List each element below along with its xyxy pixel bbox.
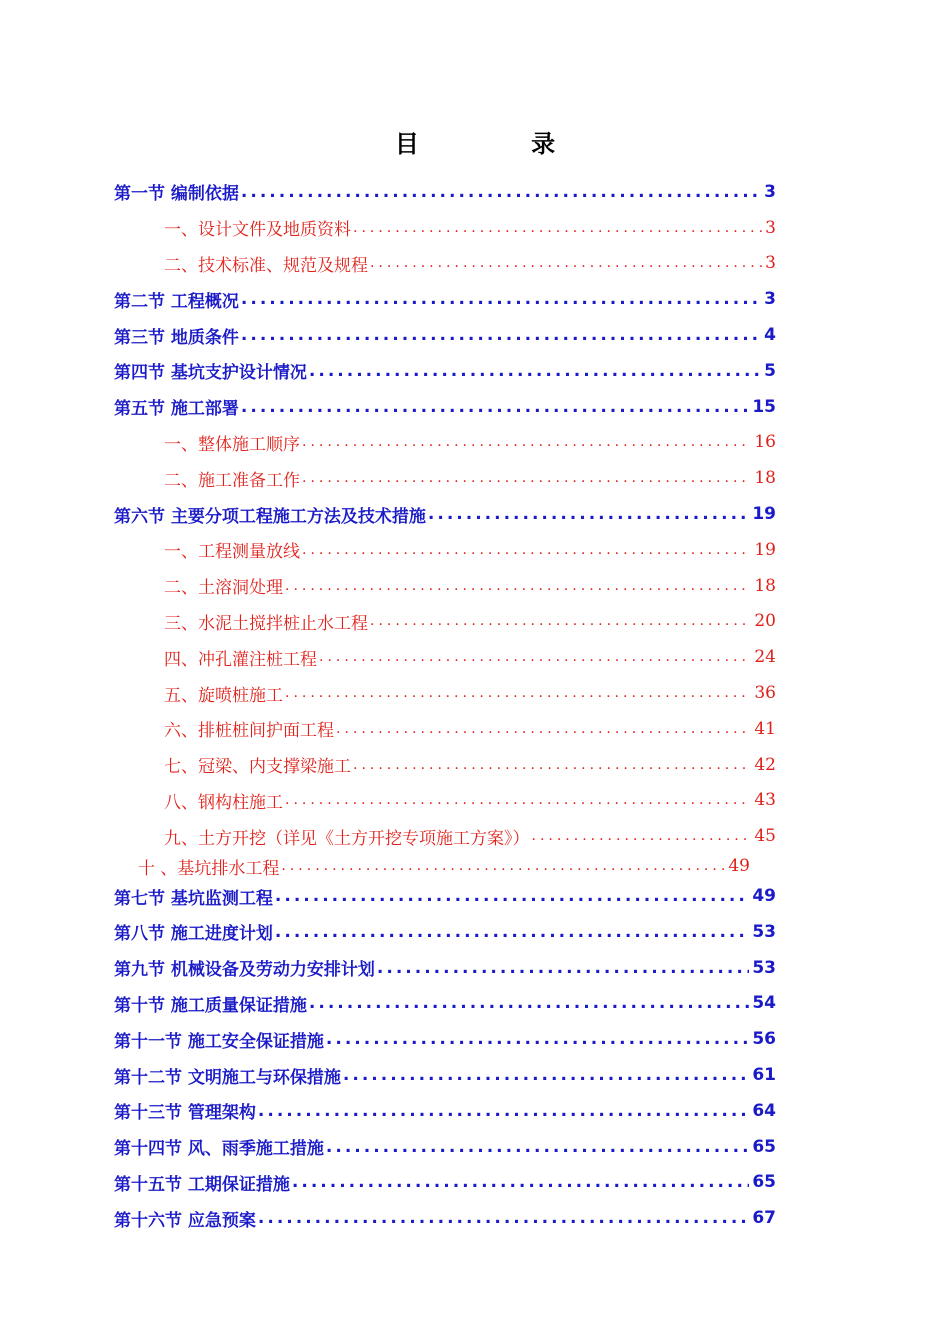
toc-entry-label: 七、冠梁、内支撑梁施工 [164, 757, 351, 778]
toc-dot-leader [281, 858, 725, 874]
toc-dot-leader [292, 1172, 749, 1192]
toc-entry-label: 第十四节 风、雨季施工措施 [114, 1139, 324, 1160]
toc-dot-leader [285, 578, 751, 594]
toc-dot-leader [326, 1029, 749, 1049]
toc-dot-leader [343, 1065, 749, 1085]
toc-entry-label: 十 、基坑排水工程 [138, 858, 280, 879]
toc-page-number: 54 [752, 993, 776, 1014]
toc-entry-label: 第五节 施工部署 [114, 399, 239, 420]
toc-page-number: 36 [754, 683, 776, 704]
toc-dot-leader [285, 792, 751, 808]
toc-dot-leader [309, 361, 761, 381]
toc-entry[interactable] [114, 675, 776, 711]
toc-entry-label: 二、施工准备工作 [164, 470, 300, 491]
toc-dot-leader [377, 958, 749, 978]
toc-entry-label: 第四节 基坑支护设计情况 [114, 363, 307, 384]
toc-page-number: 41 [754, 718, 776, 739]
toc-entry-label: 三、水泥土搅拌桩止水工程 [164, 613, 368, 634]
toc-dot-leader [241, 325, 761, 345]
toc-dot-leader [302, 434, 751, 450]
toc-entry-label: 第十节 施工质量保证措施 [114, 995, 307, 1016]
toc-page-number: 19 [754, 539, 776, 560]
toc-page-number: 65 [752, 1136, 776, 1157]
toc-dot-leader [532, 828, 752, 844]
toc-page-number: 3 [765, 253, 776, 274]
toc-entry[interactable] [114, 532, 776, 568]
toc-page-number: 64 [752, 1100, 776, 1121]
toc-dot-leader [319, 649, 751, 665]
toc-page-number: 45 [754, 826, 776, 847]
table-of-contents [114, 174, 776, 1236]
toc-entry[interactable] [114, 460, 776, 496]
toc-entry[interactable] [114, 747, 776, 783]
toc-entry-label: 第七节 基坑监测工程 [114, 888, 273, 909]
toc-entry[interactable] [114, 914, 776, 950]
toc-page-number: 16 [754, 432, 776, 453]
toc-page-number: 53 [752, 921, 776, 942]
toc-entry[interactable] [114, 711, 776, 747]
toc-entry-label: 第六节 主要分项工程施工方法及技术措施 [114, 506, 426, 527]
toc-dot-leader [370, 255, 762, 271]
toc-entry[interactable] [114, 1165, 776, 1201]
toc-entry[interactable] [114, 210, 776, 246]
toc-entry-label: 一、工程测量放线 [164, 542, 300, 563]
toc-entry[interactable] [114, 950, 776, 986]
toc-entry[interactable] [114, 1129, 776, 1165]
toc-entry-label: 第八节 施工进度计划 [114, 924, 273, 945]
toc-page-number: 3 [764, 181, 776, 202]
toc-entry-label: 第十一节 施工安全保证措施 [114, 1031, 324, 1052]
toc-dot-leader [275, 922, 749, 942]
toc-entry-label: 第十二节 文明施工与环保措施 [114, 1067, 341, 1088]
toc-page-number: 43 [754, 790, 776, 811]
toc-page-number: 4 [764, 325, 776, 346]
toc-entry-label: 第十五节 工期保证措施 [114, 1174, 290, 1195]
toc-dot-leader [302, 470, 751, 486]
toc-entry[interactable] [114, 604, 776, 640]
toc-page-number: 20 [754, 611, 776, 632]
toc-dot-leader [309, 993, 749, 1013]
toc-page-number: 15 [752, 396, 776, 417]
toc-page-number: 18 [754, 468, 776, 489]
toc-page-number: 49 [752, 886, 776, 907]
toc-entry[interactable] [114, 1021, 776, 1057]
page-title: 目 录 [394, 130, 608, 158]
toc-dot-leader [241, 289, 761, 309]
toc-page-number: 67 [752, 1208, 776, 1229]
toc-page-number: 61 [752, 1065, 776, 1086]
toc-page-number: 3 [765, 217, 776, 238]
toc-dot-leader [302, 542, 751, 558]
toc-entry[interactable] [114, 389, 776, 425]
toc-entry[interactable] [114, 854, 750, 878]
toc-dot-leader [370, 613, 751, 629]
toc-entry-label: 第十三节 管理架构 [114, 1103, 256, 1124]
toc-entry[interactable] [114, 425, 776, 461]
toc-entry-label: 一、设计文件及地质资料 [164, 220, 351, 241]
toc-page-number: 19 [752, 504, 776, 525]
toc-dot-leader [353, 220, 762, 236]
toc-entry-label: 二、土溶洞处理 [164, 578, 283, 599]
toc-entry-label: 四、冲孔灌注桩工程 [164, 649, 317, 670]
toc-entry[interactable] [114, 818, 776, 854]
toc-page-number: 56 [752, 1029, 776, 1050]
toc-entry[interactable] [114, 878, 776, 914]
toc-entry[interactable] [114, 639, 776, 675]
toc-page-number: 18 [754, 575, 776, 596]
toc-dot-leader [241, 397, 749, 417]
toc-entry-label: 第二节 工程概况 [114, 291, 239, 312]
toc-entry-label: 八、钢构柱施工 [164, 792, 283, 813]
toc-entry-label: 一、整体施工顺序 [164, 434, 300, 455]
toc-entry[interactable] [114, 783, 776, 819]
toc-entry[interactable] [114, 1200, 776, 1236]
toc-page-number: 65 [752, 1172, 776, 1193]
toc-dot-leader [326, 1137, 749, 1157]
toc-dot-leader [275, 886, 749, 906]
toc-page-number: 24 [754, 647, 776, 668]
toc-page-number: 5 [764, 360, 776, 381]
toc-entry-label: 五、旋喷桩施工 [164, 685, 283, 706]
toc-entry[interactable] [114, 1057, 776, 1093]
toc-entry-label: 六、排桩桩间护面工程 [164, 721, 334, 742]
toc-entry-label: 二、技术标准、规范及规程 [164, 255, 368, 276]
toc-page-number: 3 [764, 289, 776, 310]
toc-page-number: 49 [728, 856, 750, 877]
toc-entry[interactable] [114, 986, 776, 1022]
toc-entry[interactable] [114, 1093, 776, 1129]
toc-page-number: 53 [752, 957, 776, 978]
toc-dot-leader [258, 1208, 749, 1228]
toc-entry[interactable] [114, 317, 776, 353]
toc-entry-label: 第一节 编制依据 [114, 184, 239, 205]
toc-dot-leader [428, 504, 749, 524]
toc-entry[interactable] [114, 246, 776, 282]
toc-entry-label: 九、土方开挖（详见《土方开挖专项施工方案》） [164, 828, 530, 849]
toc-dot-leader [241, 182, 761, 202]
toc-page-number: 42 [754, 754, 776, 775]
toc-dot-leader [353, 757, 751, 773]
toc-entry[interactable] [114, 496, 776, 532]
toc-entry-label: 第九节 机械设备及劳动力安排计划 [114, 960, 375, 981]
toc-dot-leader [258, 1101, 749, 1121]
toc-entry[interactable] [114, 353, 776, 389]
toc-entry-label: 第十六节 应急预案 [114, 1210, 256, 1231]
toc-dot-leader [336, 721, 751, 737]
toc-dot-leader [285, 685, 751, 701]
toc-entry-label: 第三节 地质条件 [114, 327, 239, 348]
toc-entry[interactable] [114, 281, 776, 317]
toc-entry[interactable] [114, 174, 776, 210]
toc-entry[interactable] [114, 568, 776, 604]
